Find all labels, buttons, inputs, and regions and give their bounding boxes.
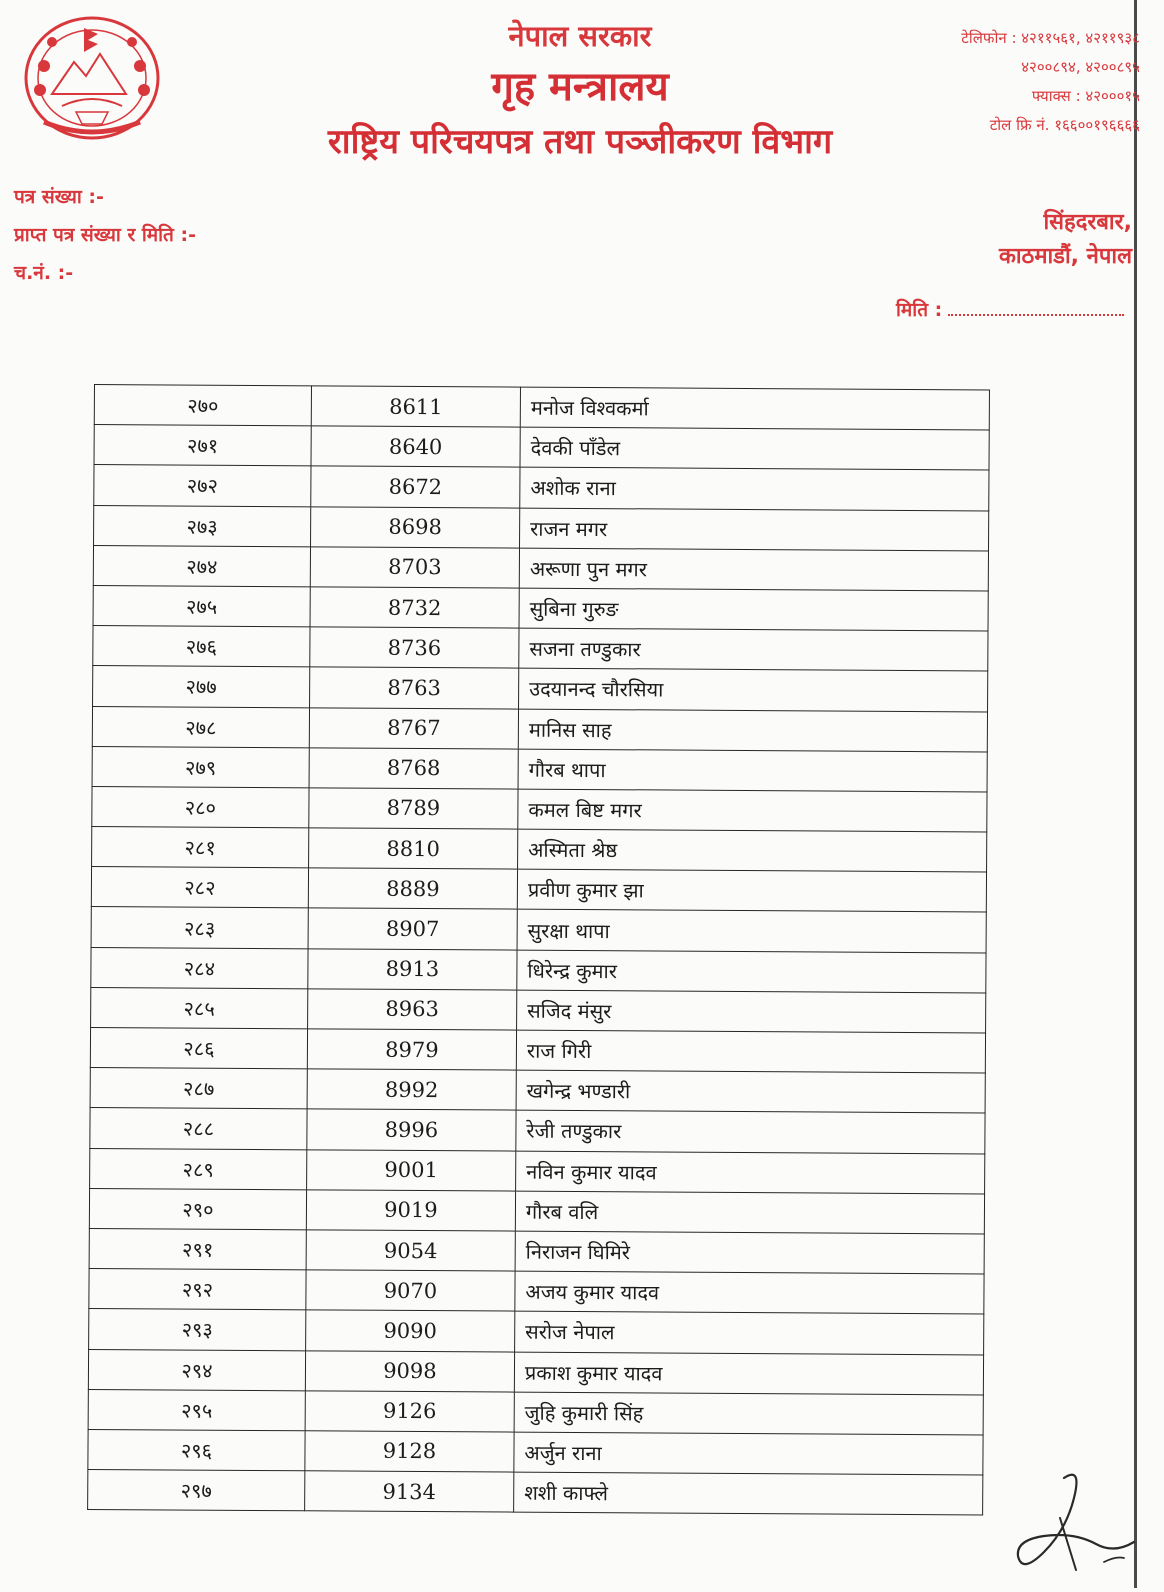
serial-number-cell: २८५ (91, 987, 308, 1029)
table-row (92, 746, 987, 792)
serial-number-cell: २९२ (89, 1269, 306, 1311)
roll-number-cell: 9090 (306, 1310, 515, 1351)
roll-number-cell: 8767 (309, 707, 518, 748)
roll-number-cell: 8907 (308, 908, 517, 949)
serial-number-cell: २७३ (94, 505, 311, 547)
table-row (92, 827, 987, 873)
table-row (90, 1108, 985, 1154)
serial-number-cell: २७७ (93, 666, 310, 708)
table-row (91, 987, 986, 1033)
roll-number-cell: 8979 (307, 1029, 516, 1070)
serial-number-cell: २७१ (94, 425, 311, 467)
roll-number-cell: 9098 (305, 1350, 514, 1391)
table-row (93, 545, 988, 591)
serial-number-cell: २९६ (88, 1429, 305, 1471)
candidate-name-cell: अशोक राना (520, 467, 989, 510)
candidate-name-cell: गौरब थापा (518, 749, 987, 792)
nepal-emblem-logo (22, 14, 162, 142)
telephone-line-2: ४२००८९४, ४२००८९५ (1021, 58, 1140, 76)
roll-number-cell: 9019 (306, 1190, 515, 1231)
department-name: राष्ट्रिय परिचयपत्र तथा पञ्जीकरण विभाग (327, 122, 833, 162)
dispatch-number-label: च.नं. :- (14, 262, 74, 284)
address-line-1: सिंहदरबार, (1043, 210, 1132, 235)
roll-number-cell: 9128 (305, 1431, 514, 1472)
candidate-name-cell: धिरेन्द्र कुमार (517, 950, 986, 993)
roll-number-cell: 8732 (310, 587, 519, 628)
table-row (88, 1429, 983, 1475)
letterhead (200, 14, 960, 168)
serial-number-cell: २९५ (88, 1389, 305, 1431)
ministry-name: गृह मन्त्रालय (491, 63, 669, 110)
roll-number-cell: 8763 (310, 667, 519, 708)
table-row (90, 1068, 985, 1114)
candidate-name-cell: प्रकाश कुमार यादव (514, 1352, 983, 1395)
date-label: मिति : (896, 299, 943, 321)
table-row (88, 1470, 983, 1516)
serial-number-cell: २७६ (93, 626, 310, 668)
candidate-table-body (88, 385, 990, 1516)
candidate-name-cell: सजना तण्डुकार (519, 628, 988, 671)
serial-number-cell: २७४ (93, 545, 310, 587)
candidate-name-cell: कमल बिष्ट मगर (518, 789, 987, 832)
serial-number-cell: २७९ (92, 746, 309, 788)
candidate-name-cell: अस्मिता श्रेष्ठ (518, 829, 987, 872)
fax-line: फ्याक्स : ४२०००१५ (1031, 87, 1140, 105)
roll-number-cell: 8736 (310, 627, 519, 668)
government-name: नेपाल सरकार (508, 19, 652, 53)
serial-number-cell: २८२ (91, 867, 308, 909)
serial-number-cell: २७० (94, 385, 311, 427)
candidate-name-cell: अजय कुमार यादव (515, 1271, 984, 1314)
serial-number-cell: २८८ (90, 1108, 307, 1150)
office-address (999, 206, 1132, 274)
candidate-table (87, 384, 990, 1516)
roll-number-cell: 8672 (311, 466, 520, 507)
serial-number-cell: २८१ (92, 827, 309, 869)
signature (1004, 1458, 1154, 1588)
table-row (93, 585, 988, 631)
table-row (92, 786, 987, 832)
candidate-name-cell: गौरब वलि (515, 1191, 984, 1234)
serial-number-cell: २७५ (93, 585, 310, 627)
candidate-name-cell: शशी काफ्ले (514, 1472, 983, 1515)
candidate-name-cell: देवकी पाँडेल (520, 427, 989, 470)
candidate-name-cell: खगेन्द्र भण्डारी (516, 1070, 985, 1113)
roll-number-cell: 9001 (307, 1149, 516, 1190)
tollfree-line: टोल फ्रि नं. १६६००१९६६६६ (989, 116, 1140, 134)
letter-number-label: पत्र संख्या :- (14, 186, 104, 208)
table-row (94, 465, 989, 511)
roll-number-cell: 8703 (310, 547, 519, 588)
serial-number-cell: २९७ (88, 1470, 305, 1512)
table-row (94, 385, 989, 431)
reference-fields (14, 178, 196, 292)
roll-number-cell: 8768 (309, 748, 518, 789)
candidate-name-cell: मानिस साह (518, 709, 987, 752)
table-row (93, 666, 988, 712)
candidate-name-cell: सजिद मंसुर (517, 990, 986, 1033)
serial-number-cell: २९० (89, 1188, 306, 1230)
candidate-name-cell: सरोज नेपाल (515, 1311, 984, 1354)
table-row (89, 1309, 984, 1355)
candidate-name-cell: मनोज विश्वकर्मा (520, 387, 989, 430)
candidate-name-cell: अर्जुन राना (514, 1432, 983, 1475)
candidate-name-cell: राजन मगर (520, 508, 989, 551)
roll-number-cell: 8992 (307, 1069, 516, 1110)
address-line-2: काठमाडौं, नेपाल (998, 244, 1132, 269)
candidate-name-cell: रेजी तण्डुकार (516, 1110, 985, 1153)
table-row (90, 1027, 985, 1073)
table-row (89, 1228, 984, 1274)
contact-block (961, 24, 1140, 140)
roll-number-cell: 8963 (308, 989, 517, 1030)
table-row (94, 425, 989, 471)
table-row (88, 1389, 983, 1435)
candidate-name-cell: प्रवीण कुमार झा (517, 869, 986, 912)
roll-number-cell: 9070 (306, 1270, 515, 1311)
table-row (94, 505, 989, 551)
serial-number-cell: २८६ (90, 1027, 307, 1069)
serial-number-cell: २८४ (91, 947, 308, 989)
serial-number-cell: २८० (92, 786, 309, 828)
table-row (90, 1148, 985, 1194)
table-row (89, 1269, 984, 1315)
table-row (92, 706, 987, 752)
date-field (896, 296, 1124, 322)
serial-number-cell: २८९ (90, 1148, 307, 1190)
serial-number-cell: २९१ (89, 1228, 306, 1270)
table-row (89, 1188, 984, 1234)
roll-number-cell: 8913 (308, 948, 517, 989)
telephone-line: टेलिफोन : ४२११५६१, ४२११९३८ (961, 29, 1140, 47)
serial-number-cell: २७२ (94, 465, 311, 507)
table-row (91, 907, 986, 953)
roll-number-cell: 9134 (305, 1471, 514, 1512)
roll-number-cell: 9054 (306, 1230, 515, 1271)
candidate-name-cell: नविन कुमार यादव (516, 1151, 985, 1194)
candidate-name-cell: जुहि कुमारी सिंह (514, 1392, 983, 1435)
candidate-name-cell: उदयानन्द चौरसिया (519, 668, 988, 711)
serial-number-cell: २९४ (88, 1349, 305, 1391)
table-row (91, 867, 986, 913)
roll-number-cell: 8889 (308, 868, 517, 909)
table-row (93, 626, 988, 672)
candidate-name-cell: सुबिना गुरुङ (519, 588, 988, 631)
serial-number-cell: २८३ (91, 907, 308, 949)
serial-number-cell: २८७ (90, 1068, 307, 1110)
candidate-name-cell: अरूणा पुन मगर (519, 548, 988, 591)
table-row (88, 1349, 983, 1395)
roll-number-cell: 8640 (311, 426, 520, 467)
page-edge (1134, 0, 1137, 1588)
roll-number-cell: 9126 (305, 1390, 514, 1431)
roll-number-cell: 8698 (311, 506, 520, 547)
candidate-name-cell: राज गिरी (516, 1030, 985, 1073)
candidate-name-cell: निराजन घिमिरे (515, 1231, 984, 1274)
serial-number-cell: २७८ (92, 706, 309, 748)
received-letter-label: प्राप्त पत्र संख्या र मिति :- (14, 224, 196, 246)
serial-number-cell: २९३ (89, 1309, 306, 1351)
candidate-name-cell: सुरक्षा थापा (517, 910, 986, 953)
roll-number-cell: 8611 (311, 386, 520, 427)
date-dotted-line (948, 314, 1124, 316)
roll-number-cell: 8810 (309, 828, 518, 869)
roll-number-cell: 8996 (307, 1109, 516, 1150)
table-row (91, 947, 986, 993)
roll-number-cell: 8789 (309, 788, 518, 829)
